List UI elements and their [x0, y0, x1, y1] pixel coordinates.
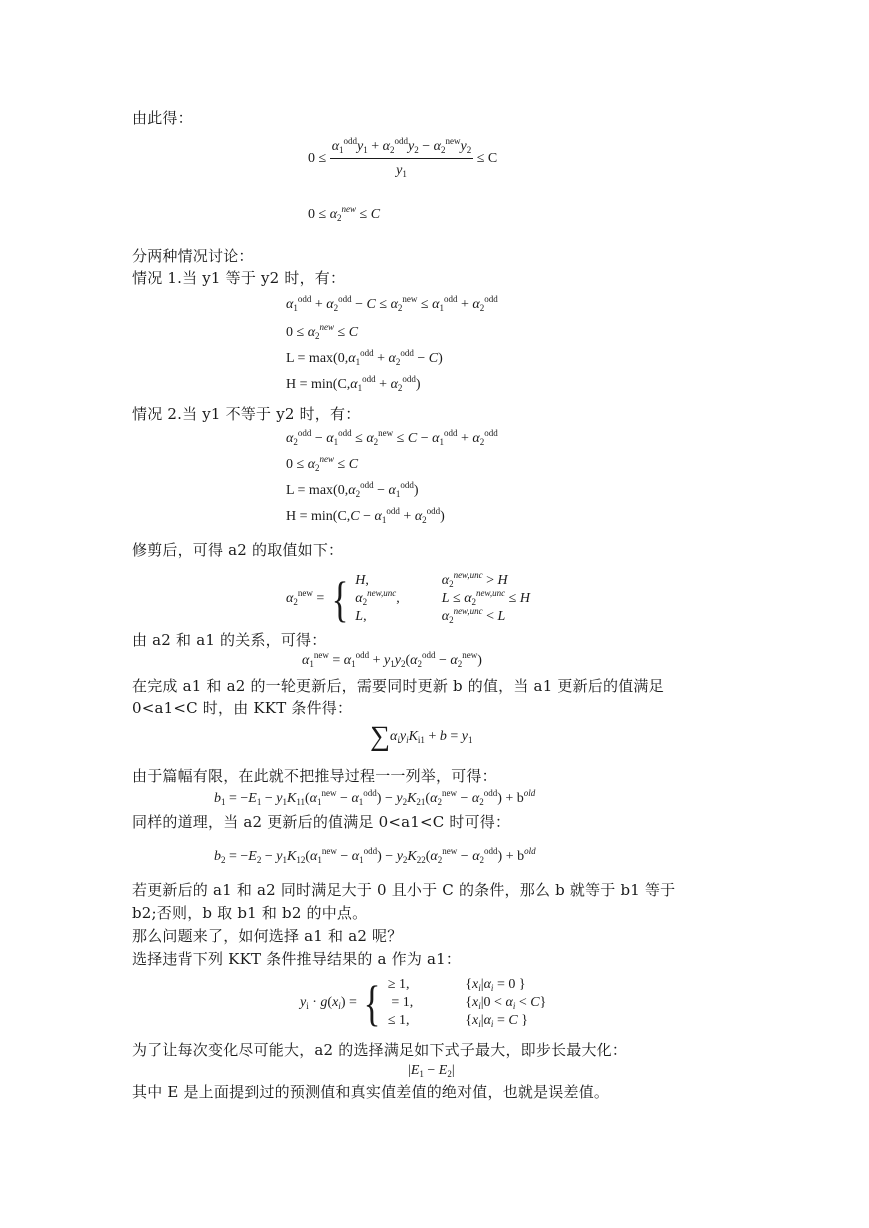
paragraph-12: b2;否则，b 取 b1 和 b2 的中点。 — [132, 904, 368, 922]
case2-eq2: $0 \le \alpha_2^{new} \le C$ — [286, 454, 359, 473]
paragraph-11: 若更新后的 a1 和 a2 同时满足大于 0 且小于 C 的条件，那么 b 就等于 b1 等于 — [132, 881, 676, 899]
equation-clip-piecewise: $\alpha_2^{new}$ = { H, $\alpha_2^{new,unc} > H$ $\alpha_2^{new,unc}$, $L \le \alpha_2^{new,unc} \le H$ L, $\alpha_2^{new,unc} < L$ — [286, 570, 530, 627]
paragraph-6: 由 a2 和 a1 的关系，可得： — [132, 631, 327, 649]
equation-alpha2-bound: $0 \le \alpha_2^{new} \le C$ — [308, 204, 381, 223]
case2-eq3: $L = \max(0,\alpha_2^{odd} - \alpha_1^{odd})$ — [286, 480, 419, 499]
paragraph-9: 由于篇幅有限，在此就不把推导过程一一列举，可得： — [132, 767, 497, 785]
paragraph-8: 0<a1<C 时，由 KKT 条件得： — [132, 699, 353, 717]
case1-eq4: $H = \min(C,\alpha_1^{odd} + \alpha_2^{odd})$ — [286, 374, 421, 393]
case1-eq3: $L = \max(0,\alpha_1^{odd} + \alpha_2^{odd} - C)$ — [286, 348, 443, 367]
paragraph-10: 同样的道理，当 a2 更新后的值满足 0<a1<C 时可得： — [132, 813, 511, 831]
equation-b2: $b_2 = -E_2 - y_1K_{12}(\alpha_1^{new} - \alpha_1^{odd}) - y_2K_{22}(\alpha_2^{new} - \alpha_2^{odd}) + b^{old}$ — [214, 846, 536, 865]
equation-kkt-piecewise: $y_i \cdot g(x_i)$ = { ≥ 1, {$x_i|\alpha_i = 0$ } = 1, $\{x_i|0 < \alpha_i < C\}$ ≤ 1, {$x_i|\alpha_i = C$ } — [300, 975, 547, 1031]
equation-kkt-sum: $\sum\alpha_iy_iK_{i1} + b = y_1$ — [370, 721, 473, 752]
paragraph-16: 其中 E 是上面提到过的预测值和真实值差值的绝对值，也就是误差值。 — [132, 1083, 610, 1101]
equation-alpha1-new: $\alpha_1^{new} = \alpha_1^{odd} + y_1y_2(\alpha_2^{odd} - \alpha_2^{new})$ — [302, 650, 482, 669]
case1-eq2: $0 \le \alpha_2^{new} \le C$ — [286, 322, 359, 341]
paragraph-1: 由此得： — [132, 109, 193, 127]
case1-eq1: $\alpha_1^{odd} + \alpha_2^{odd} - C \le \alpha_2^{new} \le \alpha_1^{odd} + \alpha_2^{odd}$ — [286, 294, 498, 313]
equation-step-size: $|E_1 - E_2|$ — [408, 1063, 455, 1079]
paragraph-2: 分两种情况讨论： — [132, 247, 254, 265]
paragraph-7: 在完成 a1 和 a2 的一轮更新后，需要同时更新 b 的值，当 a1 更新后的值满足 — [132, 677, 664, 695]
paragraph-13: 那么问题来了，如何选择 a1 和 a2 呢？ — [132, 927, 403, 945]
equation-fraction-bound: 0 ≤ $\frac{\alpha_1^{odd}y_1 + \alpha_2^{odd}y_2 - \alpha_2^{new}y_2}{y_1}$ ≤ C — [308, 136, 498, 179]
case2-eq1: $\alpha_2^{odd} - \alpha_1^{odd} \le \alpha_2^{new} \le C - \alpha_1^{odd} + \alpha_2^{odd}$ — [286, 428, 498, 447]
paragraph-4: 情况 2.当 y1 不等于 y2 时，有： — [132, 405, 361, 423]
paragraph-14: 选择违背下列 KKT 条件推导结果的 a 作为 a1： — [132, 950, 462, 968]
case2-eq4: $H = \min(C,C - \alpha_1^{odd} + \alpha_2^{odd})$ — [286, 506, 445, 525]
equation-b1: $b_1 = -E_1 - y_1K_{11}(\alpha_1^{new} - \alpha_1^{odd}) - y_2K_{21}(\alpha_2^{new} - \alpha_2^{odd}) + b^{old}$ — [214, 788, 536, 807]
paragraph-5: 修剪后，可得 a2 的取值如下： — [132, 541, 344, 559]
paragraph-3: 情况 1.当 y1 等于 y2 时，有： — [132, 269, 346, 287]
paragraph-15: 为了让每次变化尽可能大，a2 的选择满足如下式子最大，即步长最大化： — [132, 1041, 628, 1059]
